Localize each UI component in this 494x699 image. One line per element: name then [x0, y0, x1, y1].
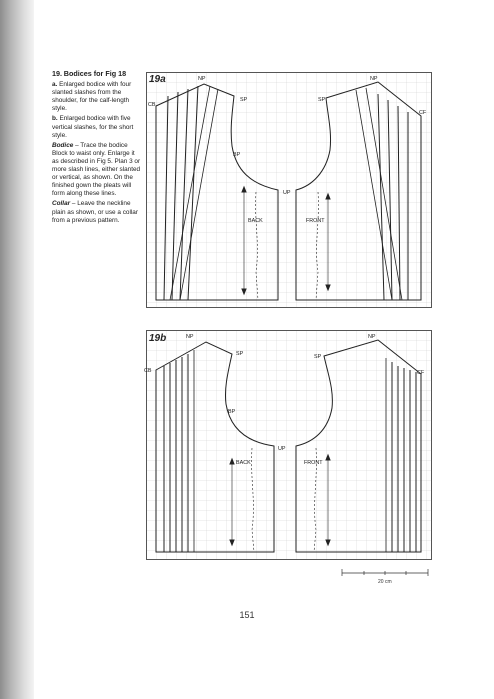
label-np-left-b: NP [186, 334, 194, 340]
book-spine-shadow [0, 0, 34, 699]
label-sp-left: SP [240, 97, 248, 103]
instruction-a: a. Enlarged bodice with four slanted slashes from the shoulder, for the calf-length style. [52, 81, 132, 113]
label-back-b: BACK [236, 460, 251, 466]
label-cf: CF [419, 110, 427, 116]
label-np-right-b: NP [368, 334, 376, 340]
label-bp: BP [233, 152, 241, 158]
heading-text: Bodices for Fig 18 [63, 69, 127, 78]
label-sp-right-b: SP [314, 354, 322, 360]
label-cb: CB [148, 102, 156, 108]
label-up: UP [283, 190, 291, 196]
label-up-b: UP [278, 446, 286, 452]
scale-label: 20 cm [378, 579, 392, 585]
label-front: FRONT [306, 218, 325, 224]
figure-19a-title: 19a [149, 74, 166, 85]
scale-bar [338, 567, 432, 592]
label-back: BACK [248, 218, 263, 224]
figure-19b [146, 330, 432, 560]
label-bp-b: BP [228, 409, 236, 415]
figure-19b-title: 19b [149, 333, 167, 344]
instruction-b: b. Enlarged bodice with five vertical slashes, for the short style. [52, 115, 134, 139]
page-number: 151 [239, 610, 255, 620]
instructions-column [52, 70, 142, 227]
figure-19a [146, 72, 432, 308]
instruction-bodice: Bodice – Trace the bodice Block to waist only. Enlarge it as described in Fig 5. Plan 3 or more slash lines, either slanted or vertical, as shown. On the finished gown the pleats will form along these lines. [52, 141, 141, 198]
label-cb-b: CB [144, 368, 152, 374]
label-front-b: FRONT [304, 460, 323, 466]
instruction-collar: Collar – Leave the neckline plain as shown, or use a collar from a previous pattern. [52, 200, 138, 224]
label-np-left: NP [198, 76, 206, 82]
label-sp-left-b: SP [236, 351, 244, 357]
label-sp-right: SP [318, 97, 326, 103]
label-cf-b: CF [417, 370, 425, 376]
label-np-right: NP [370, 76, 378, 82]
instructions-heading: 19. Bodices for Fig 18 [52, 69, 127, 78]
